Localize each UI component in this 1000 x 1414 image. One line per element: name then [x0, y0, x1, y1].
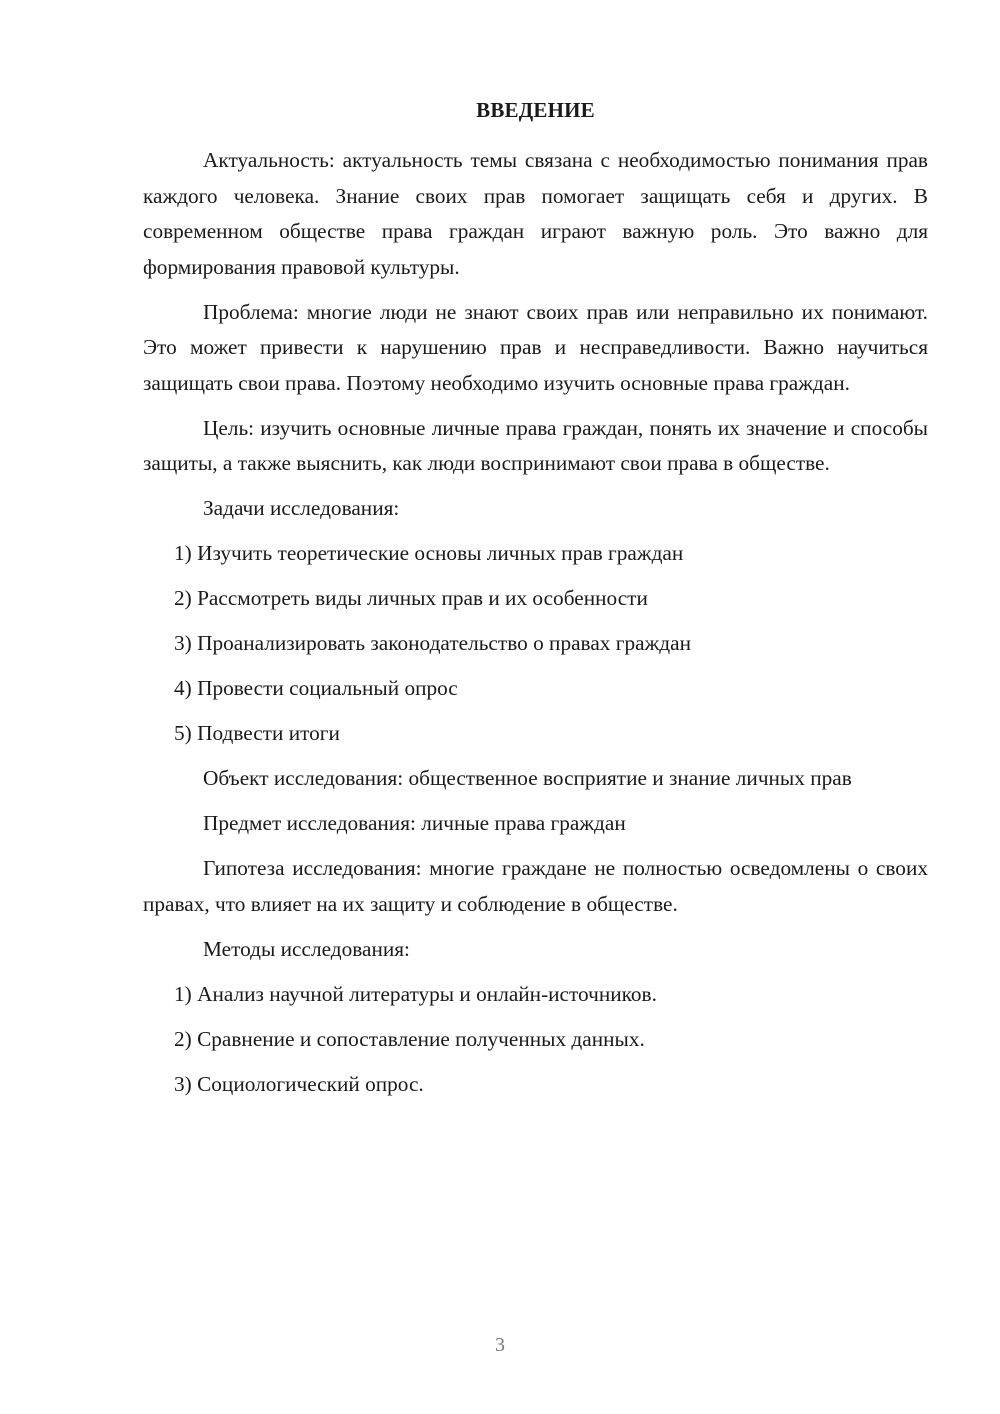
task-item: 1) Изучить теоретические основы личных прав граждан [174, 541, 684, 565]
method-item: 3) Социологический опрос. [174, 1071, 424, 1096]
methods-list [143, 977, 928, 1103]
task-item: 3) Проанализировать законодательство о правах граждан [174, 631, 691, 655]
page-number: 3 [495, 1334, 505, 1356]
task-item: 2) Рассмотреть виды личных прав и их особенности [174, 586, 648, 610]
subject-paragraph: Предмет исследования: личные права граждан [203, 811, 626, 835]
goal-paragraph: Цель: изучить основные личные права граждан, понять их значение и способы защиты, а также выяснить, как люди воспринимают свои права в обществе. [143, 415, 928, 475]
problem-paragraph: Проблема: многие люди не знают своих прав или неправильно их понимают. Это может привести к нарушению прав и несправедливости. Важно научиться защищать свои права. Поэтому необходимо изучить основные права граждан. [143, 299, 928, 395]
method-item: 2) Сравнение и сопоставление полученных данных. [174, 1026, 645, 1051]
document-body [143, 143, 928, 1112]
methods-label: Методы исследования: [203, 936, 410, 961]
tasks-label: Задачи исследования: [203, 496, 400, 520]
hypothesis-paragraph: Гипотеза исследования: многие граждане не полностью осведомлены о своих правах, что влияет на их защиту и соблюдение в обществе. [143, 856, 928, 916]
method-item: 1) Анализ научной литературы и онлайн-источников. [174, 981, 657, 1006]
relevance-paragraph: Актуальность: актуальность темы связана с необходимостью понимания прав каждого человека. Знание своих прав помогает защищать себя и других. В современном обществе права граждан играют важную роль. Это важно для формирования правовой культуры. [143, 148, 928, 279]
object-paragraph: Объект исследования: общественное восприятие и знание личных прав [203, 766, 852, 790]
task-item: 5) Подвести итоги [174, 721, 340, 745]
tasks-list [143, 536, 928, 752]
section-heading: ВВЕДЕНИЕ [476, 98, 595, 122]
task-item: 4) Провести социальный опрос [174, 676, 458, 700]
